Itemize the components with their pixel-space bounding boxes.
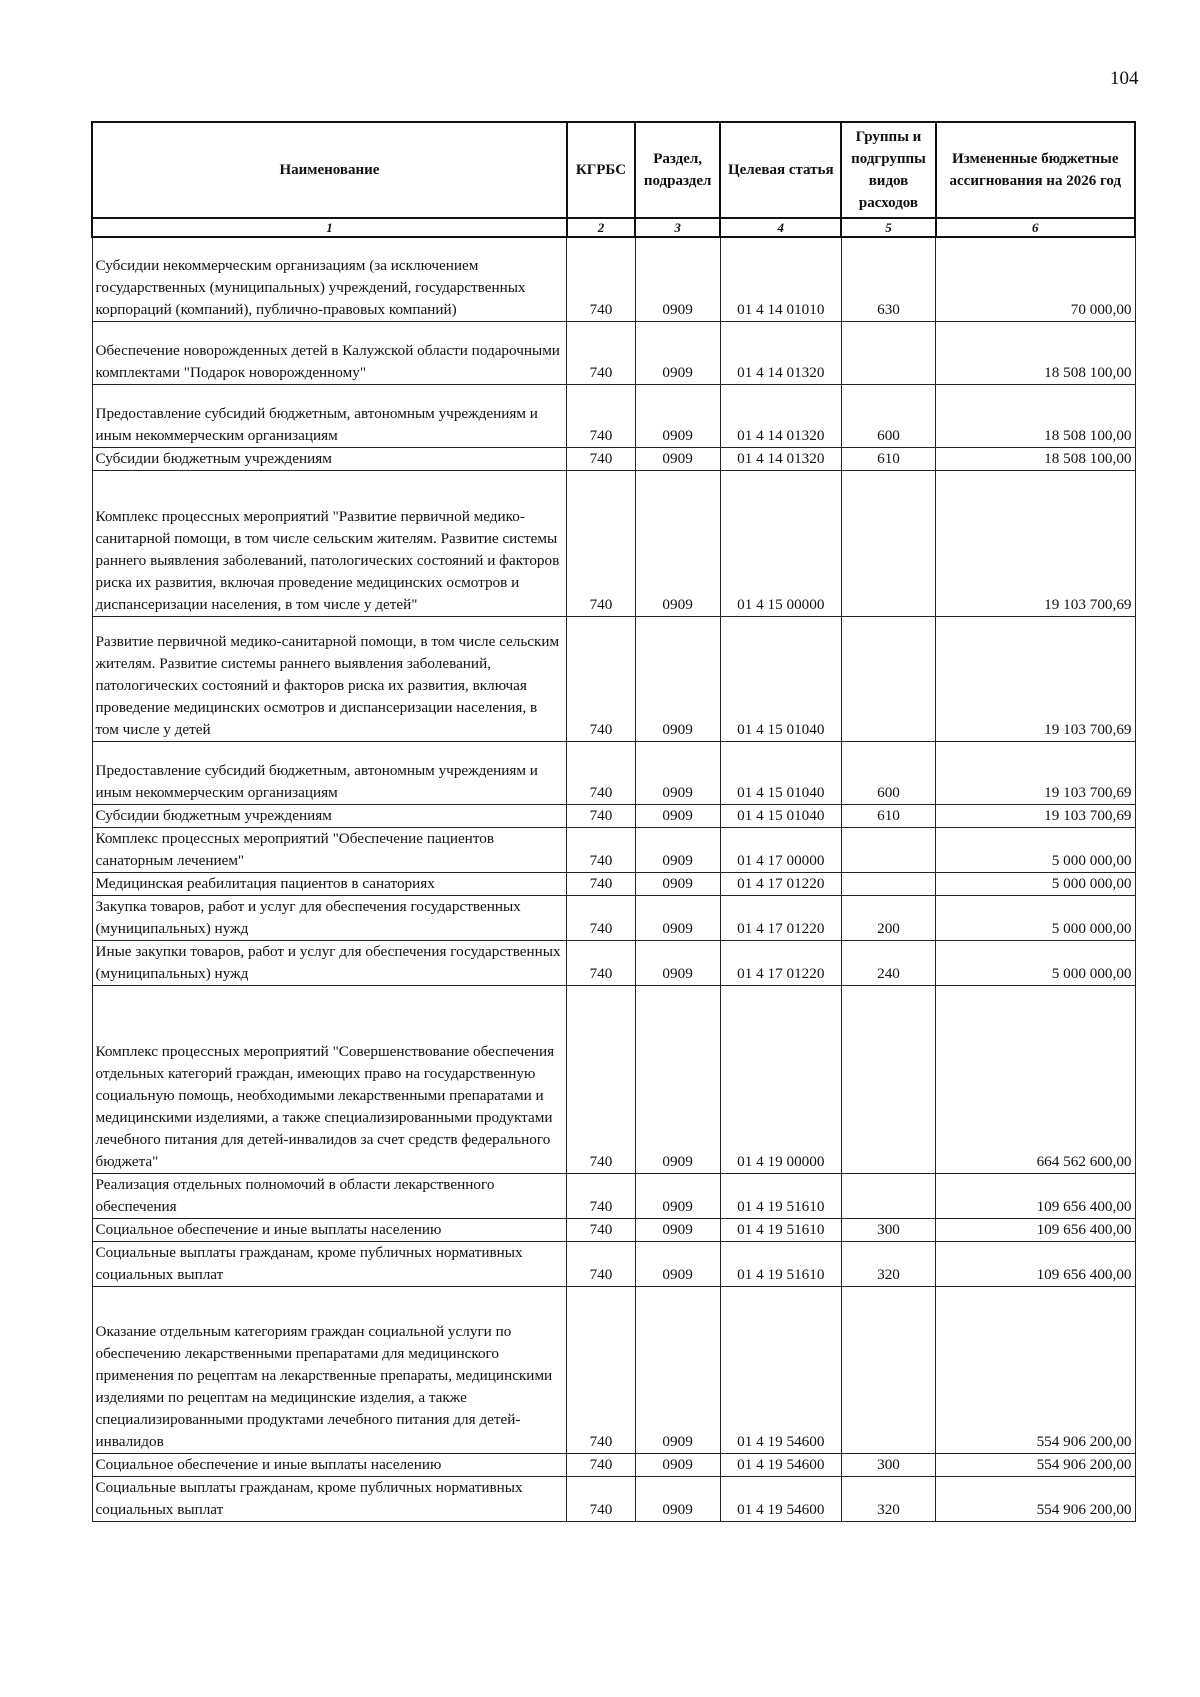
row-amount: 19 103 700,69 [936,804,1135,827]
row-name: Иные закупки товаров, работ и услуг для обеспечения государственных (муниципальных) нужд [92,940,567,985]
header-kgrbs: КГРБС [567,122,635,218]
table-row [92,940,1135,985]
row-name: Субсидии бюджетным учреждениям [92,804,567,827]
row-kgrbs: 740 [567,741,635,804]
row-name: Комплекс процессных мероприятий "Обеспечение пациентов санаторным лечением" [92,827,567,872]
row-name: Социальные выплаты гражданам, кроме публичных нормативных социальных выплат [92,1241,567,1286]
row-target: 01 4 17 01220 [720,940,841,985]
row-group [841,321,935,384]
row-section: 0909 [635,741,720,804]
row-group [841,1173,935,1218]
row-name: Социальное обеспечение и иные выплаты населению [92,1453,567,1476]
row-group [841,985,935,1173]
row-section: 0909 [635,384,720,447]
row-section: 0909 [635,895,720,940]
row-amount: 19 103 700,69 [936,470,1135,616]
row-target: 01 4 17 01220 [720,872,841,895]
column-number: 2 [567,218,635,237]
row-kgrbs: 740 [567,1286,635,1453]
row-group: 200 [841,895,935,940]
table-row [92,1218,1135,1241]
row-kgrbs: 740 [567,470,635,616]
table-row [92,827,1135,872]
row-section: 0909 [635,237,720,321]
row-amount: 664 562 600,00 [936,985,1135,1173]
column-number: 6 [936,218,1135,237]
row-amount: 5 000 000,00 [936,895,1135,940]
row-section: 0909 [635,985,720,1173]
row-amount: 18 508 100,00 [936,447,1135,470]
table-row [92,616,1135,741]
table-row [92,237,1135,321]
table-row [92,1241,1135,1286]
row-section: 0909 [635,1476,720,1521]
row-amount: 18 508 100,00 [936,384,1135,447]
row-group: 320 [841,1476,935,1521]
header-amount: Измененные бюджетные ассигнования на 2026 год [936,122,1135,218]
row-group: 600 [841,741,935,804]
row-kgrbs: 740 [567,447,635,470]
row-amount: 109 656 400,00 [936,1241,1135,1286]
table-row [92,1453,1135,1476]
row-target: 01 4 19 54600 [720,1476,841,1521]
row-name: Субсидии бюджетным учреждениям [92,447,567,470]
row-section: 0909 [635,616,720,741]
row-name: Обеспечение новорожденных детей в Калужской области подарочными комплектами "Подарок новорожденному" [92,321,567,384]
row-amount: 109 656 400,00 [936,1218,1135,1241]
row-section: 0909 [635,940,720,985]
row-group [841,827,935,872]
row-name: Комплекс процессных мероприятий "Совершенствование обеспечения отдельных категорий граждан, имеющих право на государственную социальную помощь, необходимыми лекарственными препаратами и медицинскими изделиями, а также специализированными продуктами лечебного питания для детей-инвалидов за счет средств федерального бюджета" [92,985,567,1173]
row-name: Социальные выплаты гражданам, кроме публичных нормативных социальных выплат [92,1476,567,1521]
row-name: Социальное обеспечение и иные выплаты населению [92,1218,567,1241]
row-name: Предоставление субсидий бюджетным, автономным учреждениям и иным некоммерческим организациям [92,741,567,804]
row-target: 01 4 15 00000 [720,470,841,616]
row-section: 0909 [635,804,720,827]
row-section: 0909 [635,321,720,384]
row-section: 0909 [635,470,720,616]
row-group [841,1286,935,1453]
column-number: 5 [841,218,935,237]
row-section: 0909 [635,872,720,895]
row-target: 01 4 14 01010 [720,237,841,321]
row-kgrbs: 740 [567,1453,635,1476]
table-row [92,384,1135,447]
row-section: 0909 [635,1241,720,1286]
row-amount: 5 000 000,00 [936,827,1135,872]
row-section: 0909 [635,1286,720,1453]
table-row [92,895,1135,940]
row-target: 01 4 17 00000 [720,827,841,872]
row-amount: 18 508 100,00 [936,321,1135,384]
row-section: 0909 [635,447,720,470]
row-name: Субсидии некоммерческим организациям (за исключением государственных (муниципальных) учреждений, государственных корпораций (компаний), публично-правовых компаний) [92,237,567,321]
table-row [92,741,1135,804]
row-group [841,470,935,616]
row-target: 01 4 19 51610 [720,1241,841,1286]
row-kgrbs: 740 [567,1476,635,1521]
column-number: 4 [720,218,841,237]
row-kgrbs: 740 [567,384,635,447]
row-amount: 5 000 000,00 [936,940,1135,985]
table-row [92,470,1135,616]
row-target: 01 4 19 54600 [720,1453,841,1476]
header-name: Наименование [92,122,567,218]
row-group: 300 [841,1453,935,1476]
header-section: Раздел, подраздел [635,122,720,218]
row-target: 01 4 19 54600 [720,1286,841,1453]
budget-table [91,121,1136,1522]
row-amount: 554 906 200,00 [936,1286,1135,1453]
row-amount: 109 656 400,00 [936,1173,1135,1218]
row-group: 300 [841,1218,935,1241]
row-target: 01 4 19 51610 [720,1173,841,1218]
row-target: 01 4 15 01040 [720,741,841,804]
header-groups: Группы и подгруппы видов расходов [841,122,935,218]
row-section: 0909 [635,1453,720,1476]
row-kgrbs: 740 [567,872,635,895]
row-group [841,872,935,895]
row-target: 01 4 17 01220 [720,895,841,940]
row-group: 600 [841,384,935,447]
row-kgrbs: 740 [567,804,635,827]
row-section: 0909 [635,1218,720,1241]
row-amount: 19 103 700,69 [936,616,1135,741]
header-target: Целевая статья [720,122,841,218]
page-number: 104 [1110,68,1139,89]
row-name: Реализация отдельных полномочий в области лекарственного обеспечения [92,1173,567,1218]
row-section: 0909 [635,827,720,872]
row-section: 0909 [635,1173,720,1218]
row-kgrbs: 740 [567,1173,635,1218]
row-target: 01 4 19 00000 [720,985,841,1173]
row-group: 630 [841,237,935,321]
table-row [92,1476,1135,1521]
table-row [92,872,1135,895]
row-kgrbs: 740 [567,895,635,940]
row-kgrbs: 740 [567,616,635,741]
row-kgrbs: 740 [567,1241,635,1286]
table-row [92,1286,1135,1453]
row-target: 01 4 14 01320 [720,321,841,384]
table-row [92,447,1135,470]
row-group [841,616,935,741]
row-name: Оказание отдельным категориям граждан социальной услуги по обеспечению лекарственными препаратами для медицинского применения по рецептам на лекарственные препараты, медицинскими изделиями по рецептам на медицинские изделия, а также специализированными продуктами лечебного питания для детей-инвалидов [92,1286,567,1453]
row-group: 610 [841,447,935,470]
row-kgrbs: 740 [567,985,635,1173]
row-target: 01 4 19 51610 [720,1218,841,1241]
row-name: Закупка товаров, работ и услуг для обеспечения государственных (муниципальных) нужд [92,895,567,940]
row-target: 01 4 15 01040 [720,616,841,741]
row-group: 610 [841,804,935,827]
row-name: Предоставление субсидий бюджетным, автономным учреждениям и иным некоммерческим организациям [92,384,567,447]
row-name: Медицинская реабилитация пациентов в санаториях [92,872,567,895]
row-target: 01 4 14 01320 [720,384,841,447]
row-kgrbs: 740 [567,827,635,872]
row-amount: 19 103 700,69 [936,741,1135,804]
row-target: 01 4 15 01040 [720,804,841,827]
row-name: Комплекс процессных мероприятий "Развитие первичной медико-санитарной помощи, в том числе сельским жителям. Развитие системы раннего выявления заболеваний, патологических состояний и факторов риска их развития, включая проведение медицинских осмотров и диспансеризации населения, в том числе у детей" [92,470,567,616]
table-row [92,321,1135,384]
row-amount: 70 000,00 [936,237,1135,321]
row-group: 320 [841,1241,935,1286]
row-name: Развитие первичной медико-санитарной помощи, в том числе сельским жителям. Развитие системы раннего выявления заболеваний, патологических состояний и факторов риска их развития, включая проведение медицинских осмотров и диспансеризации населения, в том числе у детей [92,616,567,741]
column-number: 1 [92,218,567,237]
table-body [92,237,1135,1521]
row-kgrbs: 740 [567,1218,635,1241]
table-row [92,1173,1135,1218]
table-row [92,985,1135,1173]
row-target: 01 4 14 01320 [720,447,841,470]
row-amount: 554 906 200,00 [936,1476,1135,1521]
row-amount: 5 000 000,00 [936,872,1135,895]
row-kgrbs: 740 [567,940,635,985]
row-kgrbs: 740 [567,321,635,384]
row-amount: 554 906 200,00 [936,1453,1135,1476]
row-kgrbs: 740 [567,237,635,321]
table-row [92,804,1135,827]
column-number: 3 [635,218,720,237]
row-group: 240 [841,940,935,985]
